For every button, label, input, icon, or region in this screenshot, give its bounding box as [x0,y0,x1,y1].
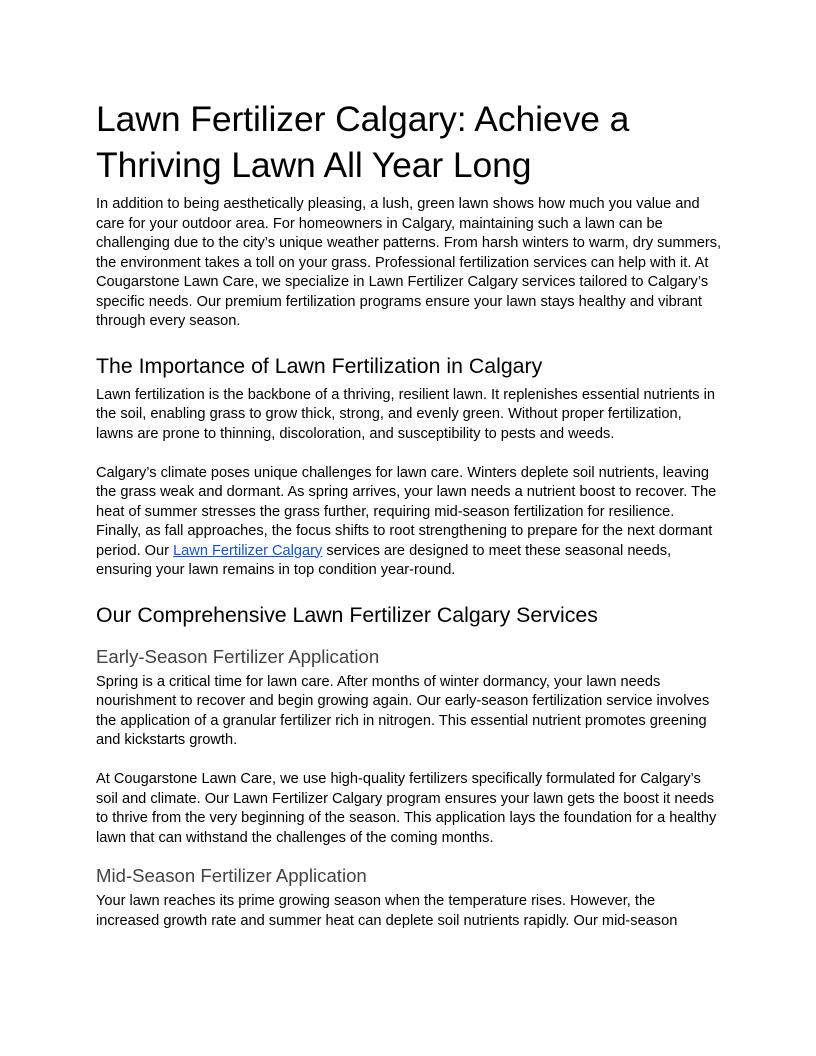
document-page [96,96,722,931]
importance-paragraph-2 [96,464,722,581]
importance-paragraph-1: Lawn fertilization is the backbone of a thriving, resilient lawn. It replenishes essential nutrients in the soil, enabling grass to grow thick, strong, and evenly green. Without proper fertilization, lawns are prone to thinning, discoloration, and susceptibility to pests and weeds. [96,386,715,442]
importance-paragraph-2-text-before: Calgary’s climate poses unique challenges for lawn care. Winters deplete soil nutrients, leaving the grass weak and dormant. As spring arrives, your lawn needs a nutrient boost to recover. The heat of summer stresses the grass further, requiring mid-season fertilization for resilience. Finally, as fall approaches, the focus shifts to root strengthening to prepare for the next dormant period. Our [96,464,717,559]
importance-heading: The Importance of Lawn Fertilization in Calgary [96,353,543,378]
early-season-heading: Early-Season Fertilizer Application [96,645,380,667]
page-title: Lawn Fertilizer Calgary: Achieve a Thriving Lawn All Year Long [96,99,630,185]
early-season-paragraph-2: At Cougarstone Lawn Care, we use high-quality fertilizers specifically formulated for Calgary’s soil and climate. Our Lawn Fertilizer Calgary program ensures your lawn gets the boost it needs to thrive from the very beginning of the season. This application lays the foundation for a healthy lawn that can withstand the challenges of the coming months. [96,771,717,846]
lawn-fertilizer-calgary-link[interactable]: Lawn Fertilizer Calgary [173,542,323,559]
intro-paragraph: In addition to being aesthetically pleasing, a lush, green lawn shows how much you value and care for your outdoor area. For homeowners in Calgary, maintaining such a lawn can be challenging due to the city’s unique weather patterns. From harsh winters to warm, dry summers, the environment takes a toll on your grass. Professional fertilization services can help with it. At Cougarstone Lawn Care, we specialize in Lawn Fertilizer Calgary services tailored to Calgary’s specific needs. Our premium fertilization programs ensure your lawn stays healthy and vibrant through every season. [96,196,722,329]
early-season-paragraph-1: Spring is a critical time for lawn care. After months of winter dormancy, your lawn needs nourishment to recover and begin growing again. Our early-season fertilization service involves the application of a granular fertilizer rich in nitrogen. This essential nutrient promotes greening and kickstarts growth. [96,673,710,748]
importance-paragraph-2-text-after: services are designed to meet these seasonal needs, ensuring your lawn remains in top condition year-round. [96,542,672,578]
mid-season-heading: Mid-Season Fertilizer Application [96,865,367,886]
services-heading: Our Comprehensive Lawn Fertilizer Calgary Services [96,602,598,627]
mid-season-paragraph-1: Your lawn reaches its prime growing season when the temperature rises. However, the increased growth rate and summer heat can deplete soil nutrients rapidly. Our mid-season [96,893,678,929]
